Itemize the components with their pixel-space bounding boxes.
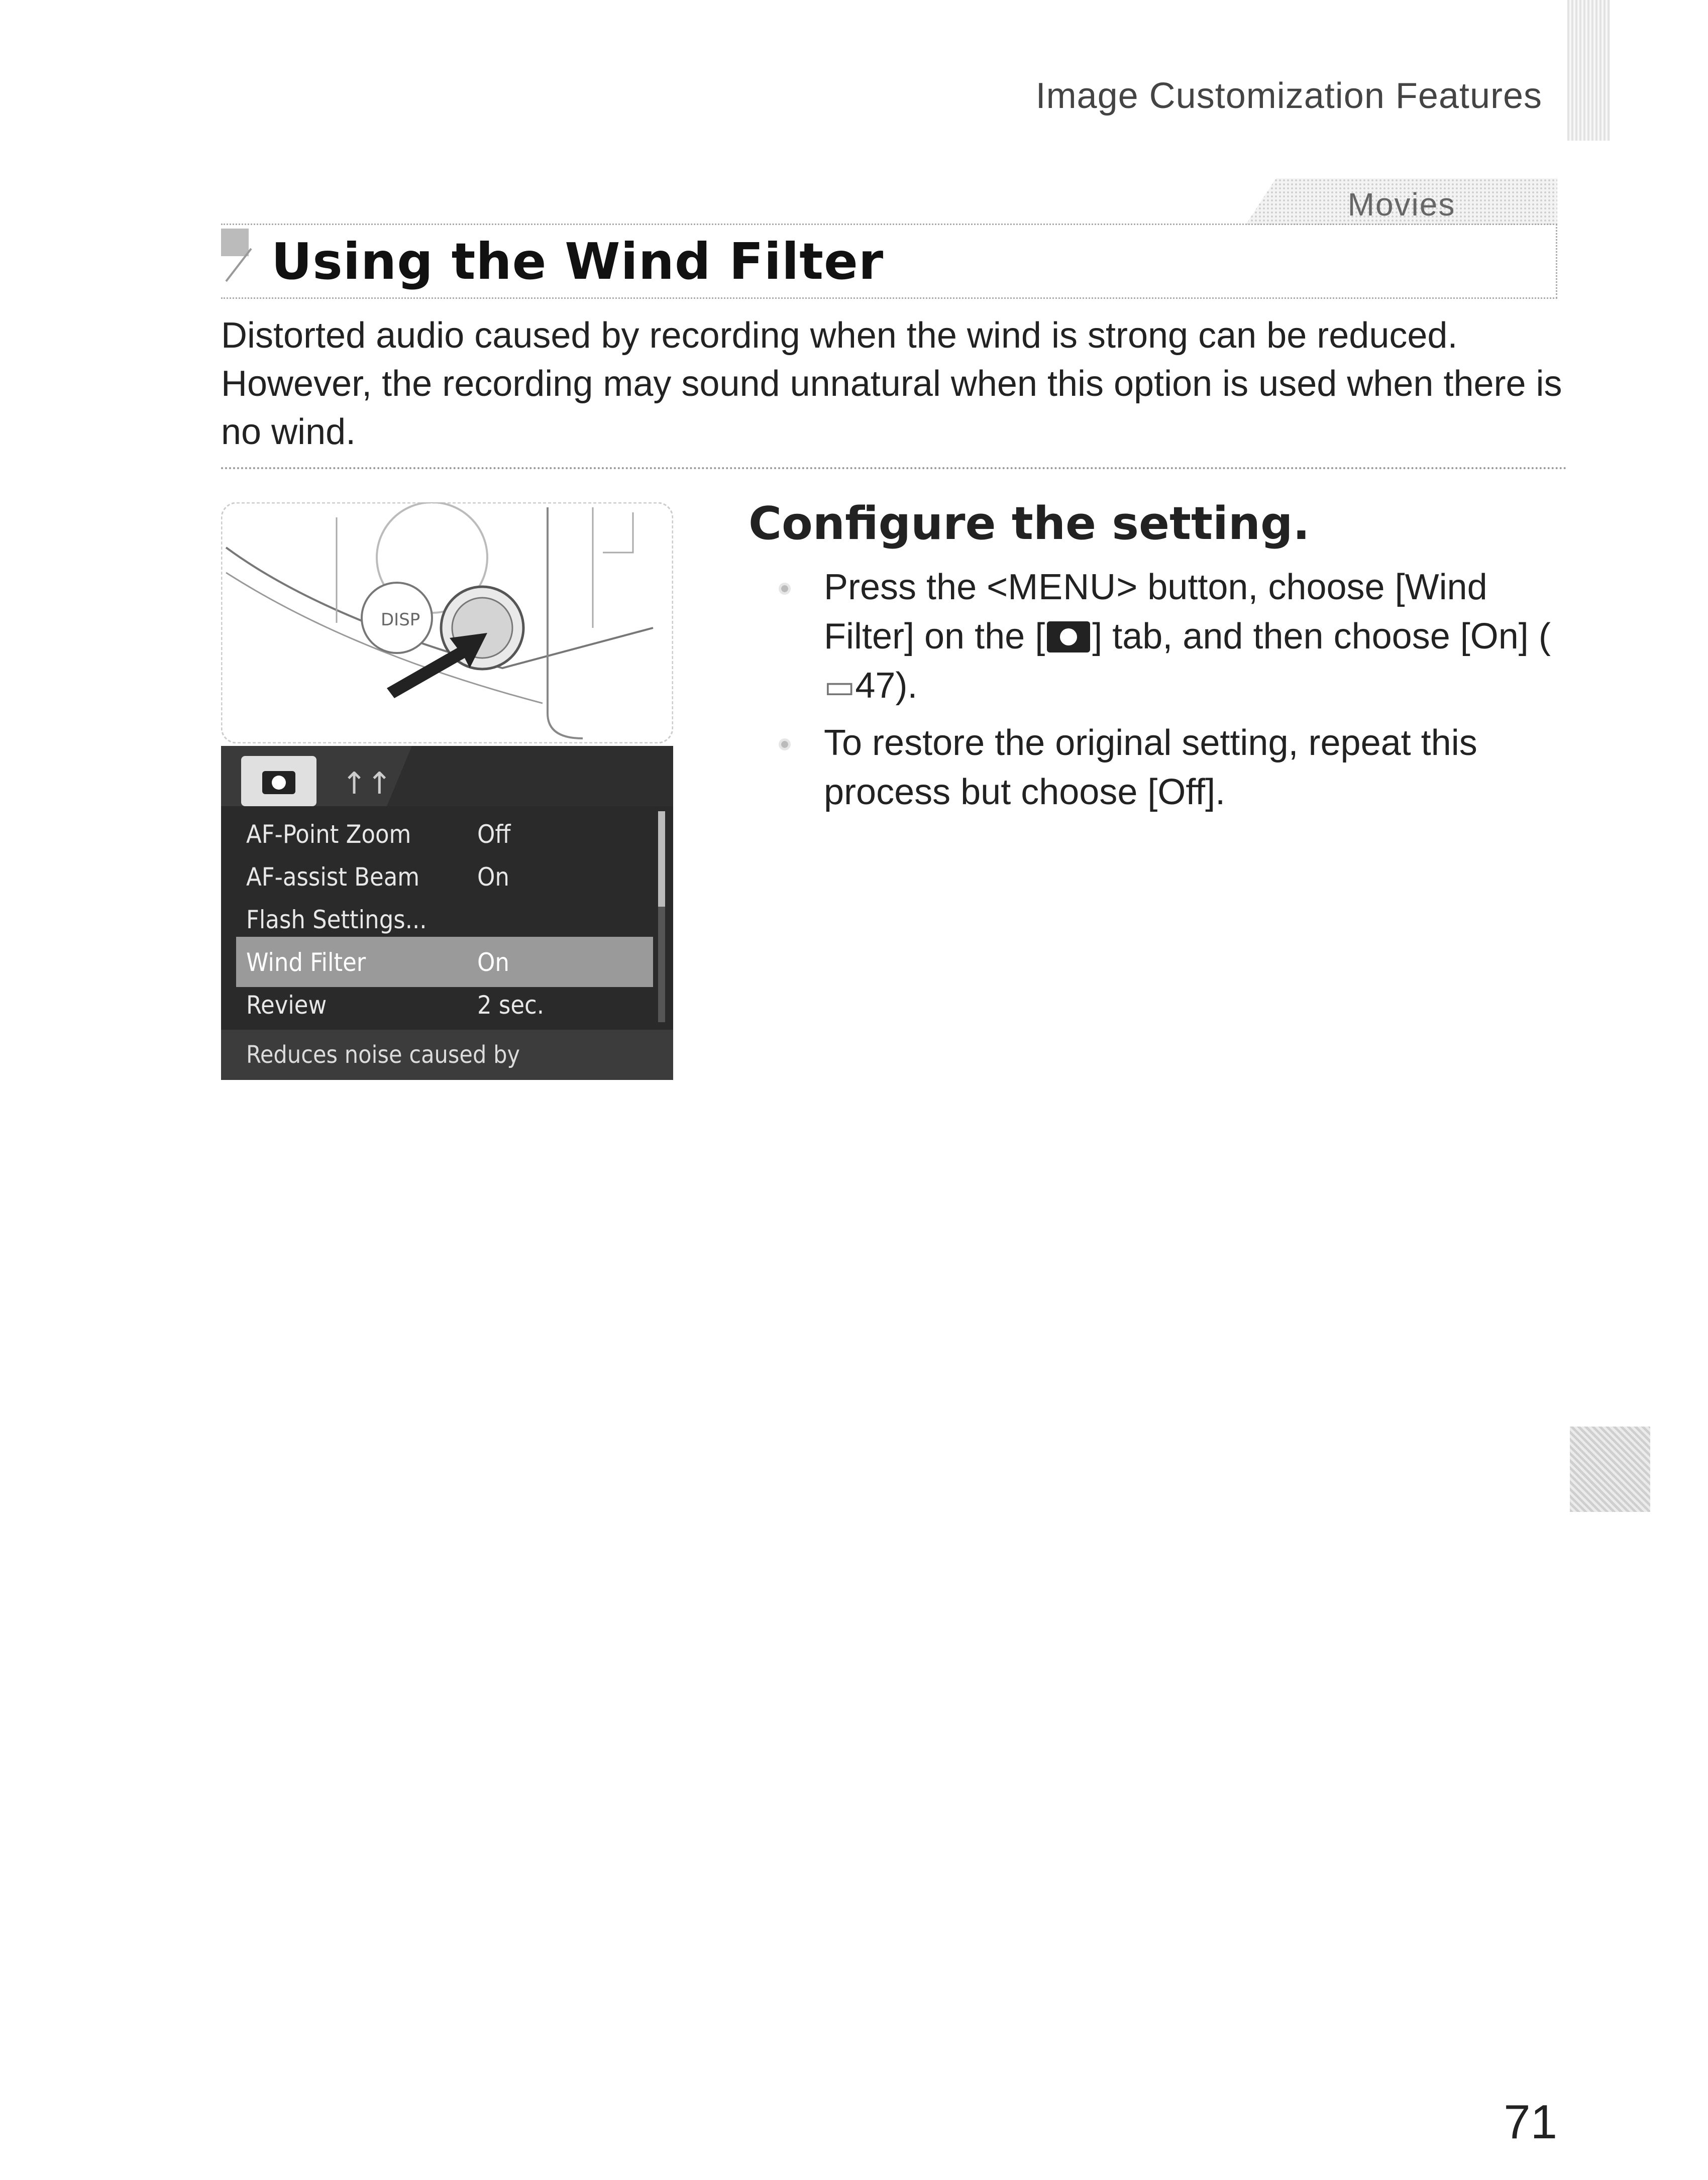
camera-menu-button-illustration: [221, 502, 673, 743]
menu-tab-bar: [221, 746, 673, 806]
divider: [221, 467, 1567, 469]
intro-paragraph: Distorted audio caused by recording when the wind is strong can be reduced. However, the recording may sound unnatural when this option is used when there is no wind.: [221, 315, 1562, 452]
step-bullet-1: Press the <MENU> button, choose [Wind Filter] on the [ ] tab, and then choose [On] (▭47).: [824, 563, 1577, 711]
menu-help-text: Reduces noise caused by: [246, 1041, 520, 1069]
menu-scrollbar-thumb: [658, 811, 665, 907]
menu-row-flash-settings: Flash Settings...: [246, 905, 427, 934]
menu-key-label: MENU: [1008, 567, 1117, 607]
step-bullet-2: To restore the original setting, repeat this process but choose [Off].: [824, 723, 1477, 812]
svg-text:↑↑: ↑↑: [342, 766, 392, 801]
page-number: 71: [1504, 2095, 1557, 2149]
menu-row-wind-filter: Wind Filter On: [236, 937, 653, 987]
camera-menu-screen: [221, 746, 673, 1080]
bullet-icon: [779, 738, 791, 750]
svg-text:DISP: DISP: [381, 610, 420, 630]
menu-help-bar: [221, 1030, 673, 1080]
menu-row-review: Review 2 sec.: [246, 991, 545, 1020]
running-header: Image Customization Features: [1035, 76, 1542, 116]
section-category-label: Movies: [1347, 186, 1456, 223]
section-title: Using the Wind Filter: [271, 232, 884, 291]
bullet-icon: [779, 583, 791, 595]
shooting-tab-icon: [1047, 621, 1090, 652]
menu-row-af-point-zoom: AF-Point Zoom Off: [246, 820, 511, 849]
section-marker-icon: [221, 229, 256, 284]
menu-scrollbar: [658, 811, 665, 1022]
chapter-marker-tab: [1570, 1427, 1650, 1512]
page-reference-icon: ▭: [824, 667, 856, 706]
chapter-edge-tab: [1567, 0, 1610, 141]
menu-row-af-assist-beam: AF-assist Beam On: [246, 862, 509, 892]
step-title: Configure the setting.: [749, 497, 1310, 550]
